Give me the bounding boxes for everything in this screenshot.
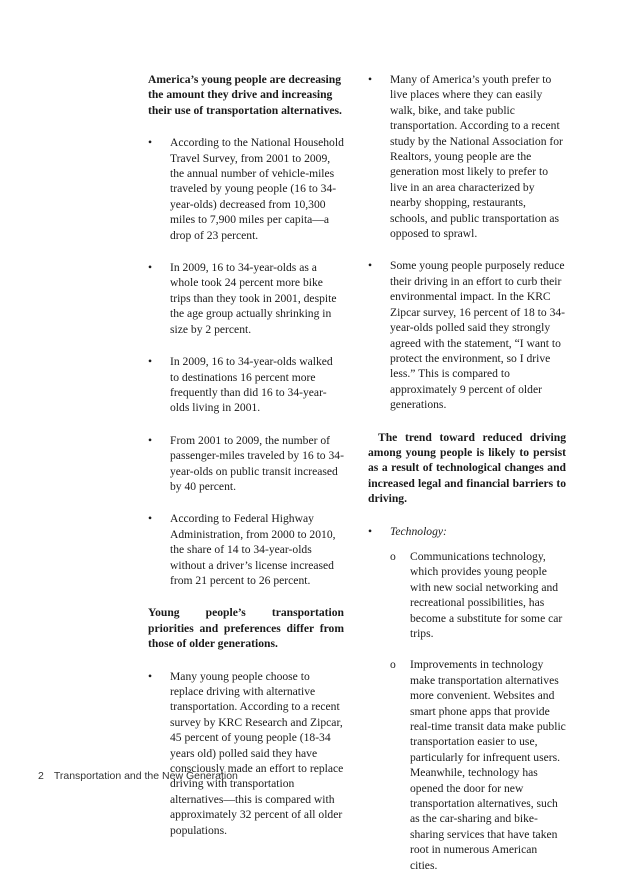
bullet-marker: • xyxy=(148,136,153,150)
bullet-marker: • xyxy=(148,512,153,526)
left-column xyxy=(148,72,344,855)
sub-list-item xyxy=(390,657,566,873)
list-item xyxy=(148,511,344,588)
list-item xyxy=(368,72,566,241)
bullet-marker: • xyxy=(368,259,373,273)
list-item xyxy=(148,354,344,416)
bullet-marker: • xyxy=(148,355,153,369)
bullet-marker: • xyxy=(148,261,153,275)
sub-list-item xyxy=(390,549,566,641)
section-heading-priorities: Young people’s transportation priorities and preferences differ from those of older generations. xyxy=(148,606,344,651)
section-heading-text: The trend toward reduced driving among young people is likely to persist as a result of technological changes and increased legal and financial barriers to driving. xyxy=(368,430,566,506)
sub-list-item-text: Improvements in technology make transportation alternatives more convenient. Websites and smart phone apps that provide real-time transit data make public transportation easier to use, particularly for infrequent users. Meanwhile, technology has opened the door for new transportation alternatives, such as the car-sharing and bike-sharing services that have taken root in numerous American cities. xyxy=(410,658,566,872)
bullet-marker: • xyxy=(148,669,153,683)
page-footer xyxy=(38,770,238,782)
list-item-text: Many young people choose to replace driving with alternative transportation. According to a recent survey by KRC Research and Zipcar, 45 percent of young people (18-34 years old) polled said they have consciously made an effort to replace driving with transportation alternatives—this is compared with approximately 32 percent of all older populations. xyxy=(170,669,344,837)
list-item-text: Many of America’s youth prefer to live places where they can easily walk, bike, and take public transportation. According to a recent study by the National Association for Realtors, young people are the generation most likely to prefer to live in an area characterized by nearby shopping, restaurants, schools, and public transportation as opposed to sprawl. xyxy=(390,73,563,241)
page-number: 2 xyxy=(38,770,44,782)
sub-list-technology xyxy=(390,549,566,873)
list-item-text: From 2001 to 2009, the number of passenger-miles traveled by 16 to 34-year-olds on public transit increased by 40 percent. xyxy=(170,433,344,493)
list-item-technology xyxy=(368,524,566,874)
bullet-list-preferences xyxy=(368,72,566,413)
section-heading-trend xyxy=(368,430,566,507)
sub-bullet-marker: o xyxy=(390,549,396,563)
bullet-list-priorities xyxy=(148,669,344,838)
bullet-list-driving-stats xyxy=(148,135,344,588)
list-item xyxy=(148,260,344,337)
list-item-text: Some young people purposely reduce their driving in an effort to curb their environmental impact. In the KRC Zipcar survey, 16 percent of 18 to 34-year-olds polled said they strongly agreed with the statement, “I want to protect the environment, so I drive less.” This is compared to approximately 9 percent of older generations. xyxy=(390,259,566,412)
sub-bullet-marker: o xyxy=(390,658,396,672)
section-heading-decreasing-driving: America’s young people are decreasing the amount they drive and increasing their use of transportation alternatives. xyxy=(148,73,342,117)
technology-label: Technology: xyxy=(390,524,447,538)
list-item-text: According to Federal Highway Administration, from 2000 to 2010, the share of 14 to 34-year-olds without a driver’s license increased from 21 percent to 26 percent. xyxy=(170,512,336,587)
list-item-text: In 2009, 16 to 34-year-olds walked to destinations 16 percent more frequently than did 16 to 34-year-olds living in 2001. xyxy=(170,355,333,415)
list-item xyxy=(148,135,344,243)
list-item-text: According to the National Household Travel Survey, from 2001 to 2009, the annual number of vehicle-miles traveled by young people (16 to 34-year-olds) decreased from 10,300 miles to 7,900 miles per capita—a drop of 23 percent. xyxy=(170,136,344,242)
sub-list-item-text: Communications technology, which provides young people with new social networking and recreational possibilities, has become a substitute for some car trips. xyxy=(410,549,563,640)
list-item xyxy=(148,669,344,838)
document-title: Transportation and the New Generation xyxy=(53,770,238,782)
right-column xyxy=(368,72,566,890)
bullet-marker: • xyxy=(148,433,153,447)
list-item-text: In 2009, 16 to 34-year-olds as a whole took 24 percent more bike trips than they took in 2001, despite the age group actually shrinking in size by 2 percent. xyxy=(170,261,337,336)
bullet-marker: • xyxy=(368,524,373,538)
list-item xyxy=(148,433,344,495)
list-item xyxy=(368,258,566,412)
bullet-list-factors xyxy=(368,524,566,874)
bullet-marker: • xyxy=(368,73,373,86)
